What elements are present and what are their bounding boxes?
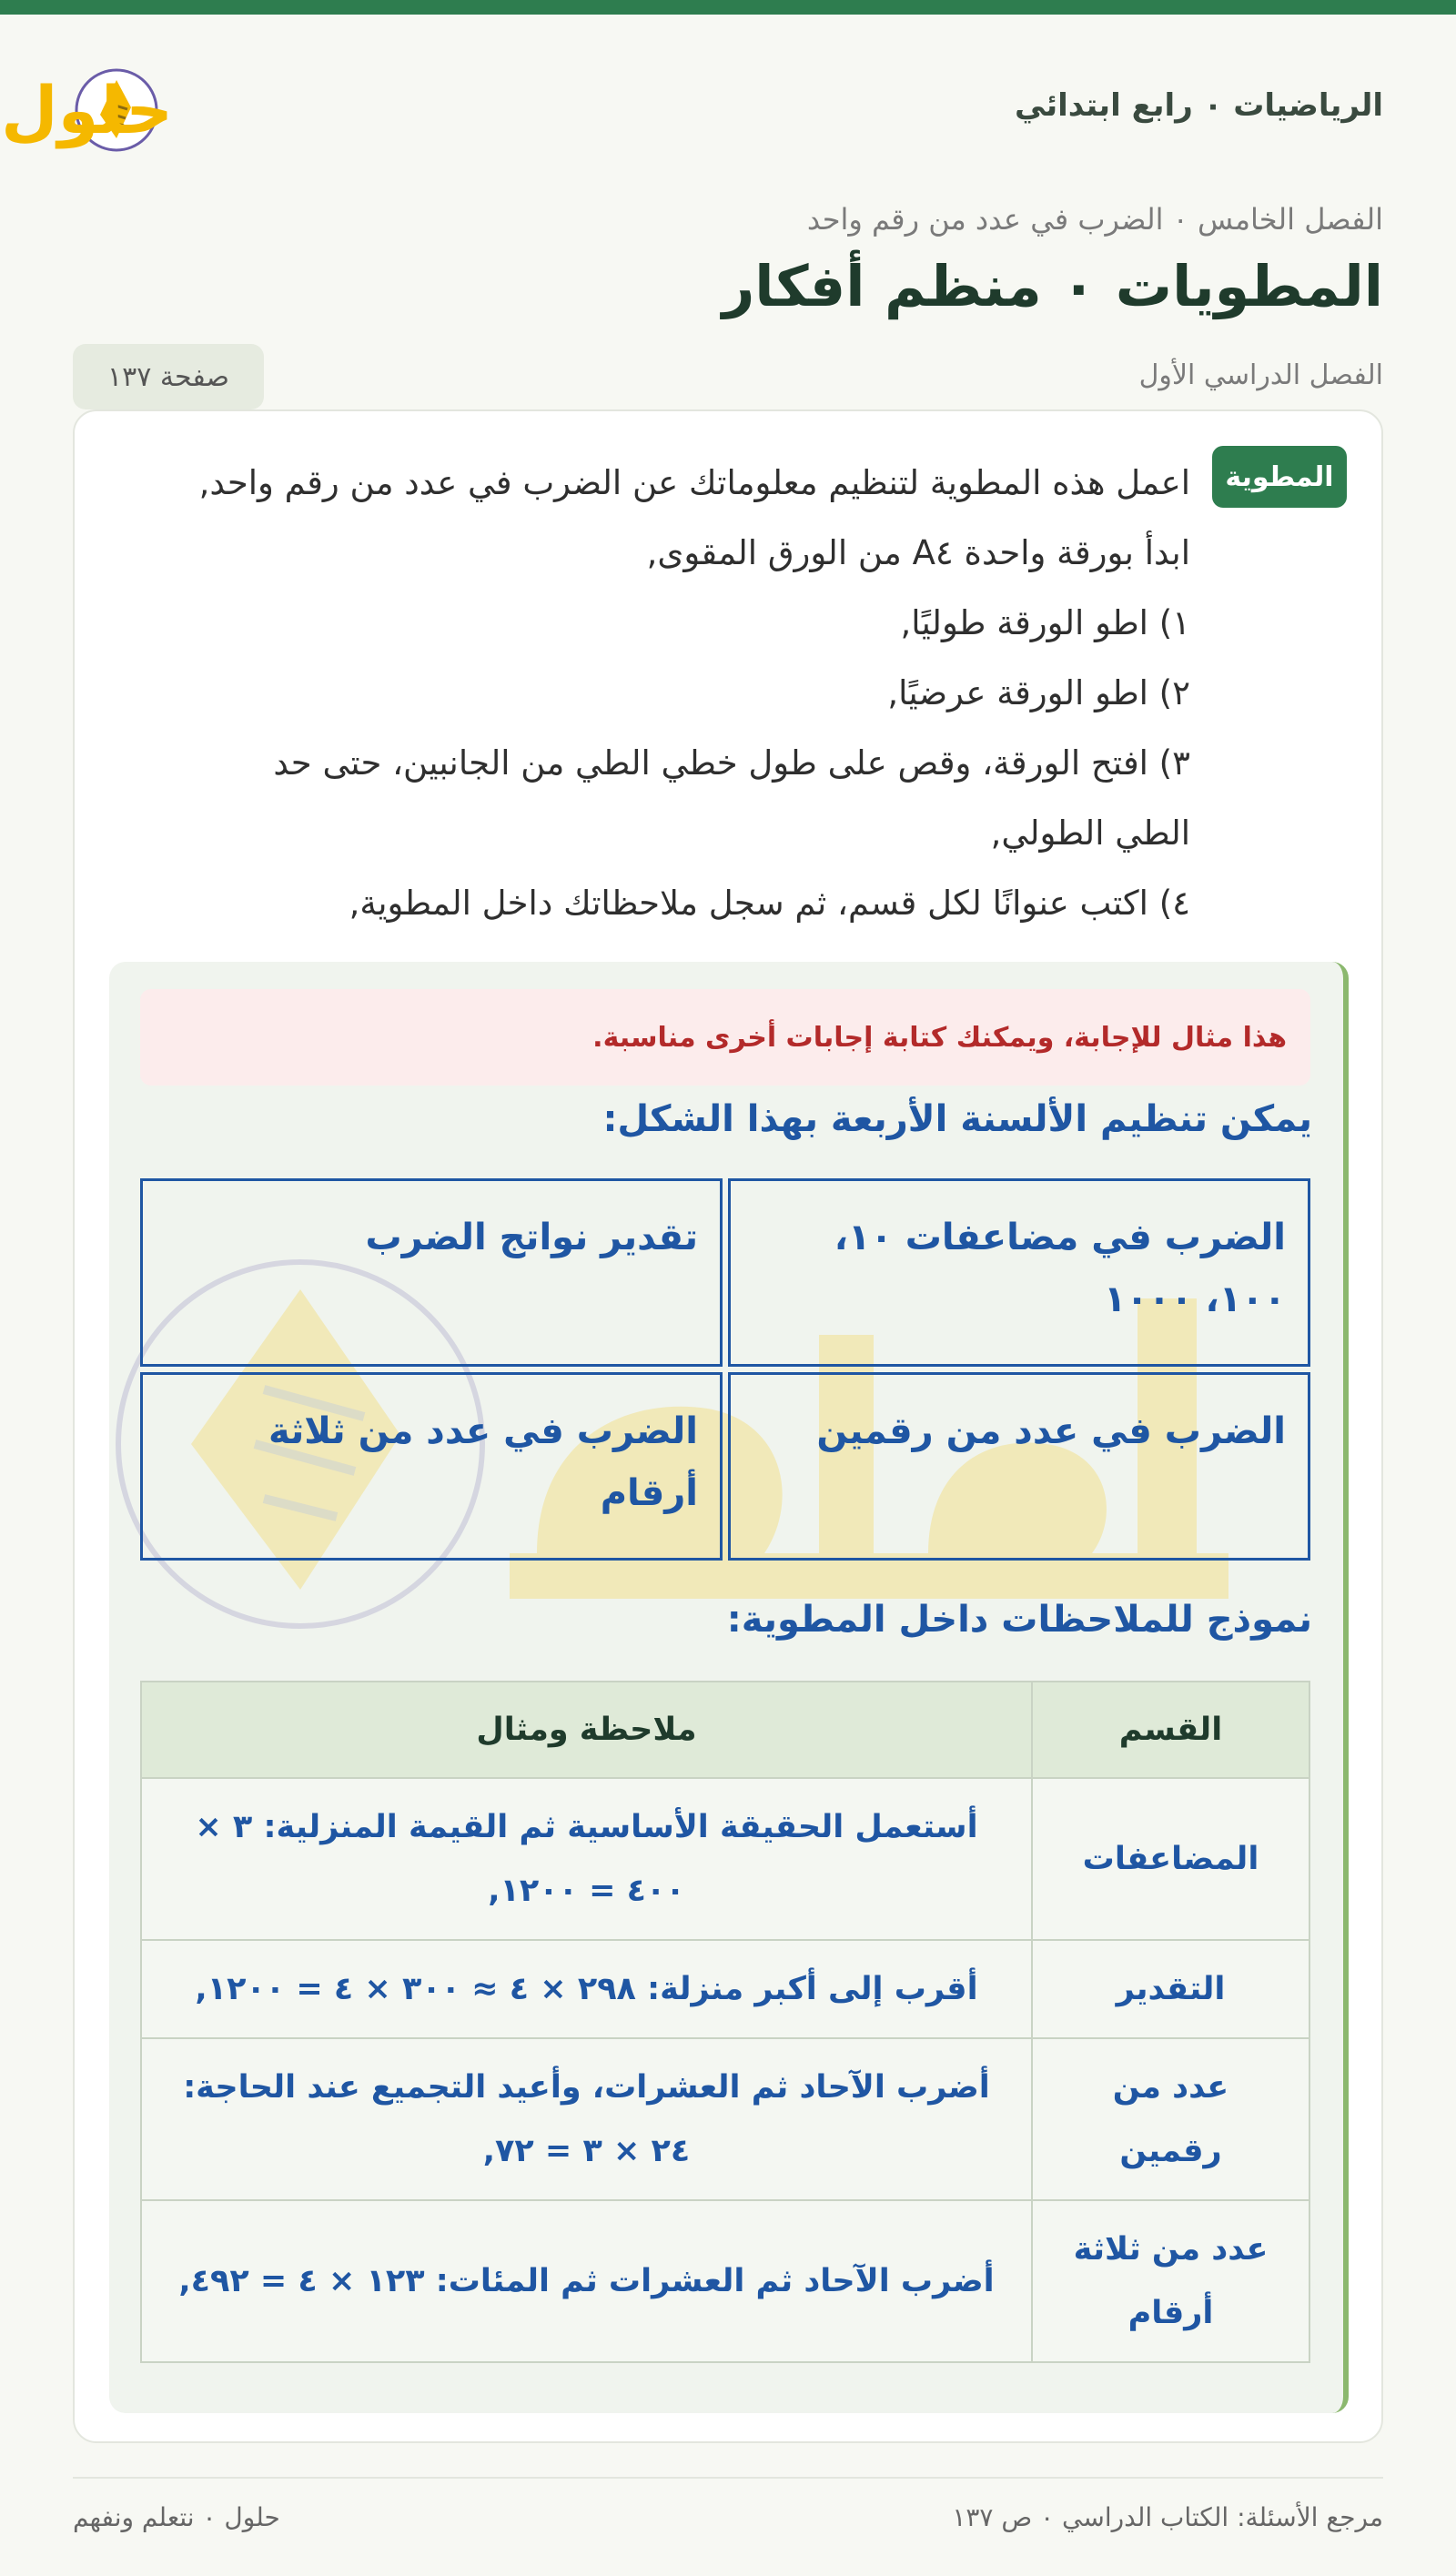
- hulool-logo[interactable]: [1, 60, 328, 160]
- example-answer-note: هذا مثال للإجابة، ويمكنك كتابة إجابات أخرى مناسبة.: [140, 989, 1310, 1086]
- instruction-line: ٤) اكتب عنوانًا لكل قسم، ثم سجل ملاحظاتك داخل المطوية,: [349, 884, 1190, 923]
- instruction-line: ٢) اطو الورقة عرضيًا,: [887, 673, 1190, 712]
- instruction-line: اعمل هذه المطوية لتنظيم معلوماتك عن الضرب في عدد من رقم واحد,: [198, 463, 1190, 502]
- table-cell-section: التقدير: [1032, 1940, 1309, 2038]
- column-header: القسم: [1032, 1682, 1309, 1778]
- notes-table: [140, 1681, 1310, 2363]
- instruction-line: ابدأ بورقة واحدة A٤ من الورق المقوى,: [646, 533, 1190, 572]
- footer-reference: مرجع الأسئلة: الكتاب الدراسي ٠ ص ١٣٧: [952, 2502, 1383, 2532]
- instruction-line: ٣) افتح الورقة، وقص على طول خطي الطي من الجانبين، حتى حد: [273, 743, 1190, 783]
- chapter-subtitle: الفصل الخامس ٠ الضرب في عدد من رقم واحد: [806, 202, 1383, 237]
- fold-tab: الضرب في مضاعفات ١٠، ١٠٠، ١٠٠٠: [728, 1178, 1310, 1367]
- table-cell-note: أضرب الآحاد ثم العشرات، وأعيد التجميع عند الحاجة: ٢٤ × ٣ = ٧٢,: [141, 2038, 1032, 2200]
- page-title: المطويات ٠ منظم أفكار: [722, 253, 1383, 319]
- footer-divider: [73, 2477, 1383, 2479]
- subject-title: الرياضيات ٠ رابع ابتدائي: [1014, 87, 1383, 124]
- table-cell-section: عدد من ثلاثة أرقام: [1032, 2200, 1309, 2362]
- instructions: [116, 448, 1190, 938]
- table-cell-note: أستعمل الحقيقة الأساسية ثم القيمة المنزلية: ٣ × ٤٠٠ = ١٢٠٠,: [141, 1778, 1032, 1940]
- foldable-tabs-grid: [140, 1178, 1310, 1561]
- table-row: [141, 1778, 1309, 1940]
- table-cell-section: المضاعفات: [1032, 1778, 1309, 1940]
- semester-label: الفصل الدراسي الأول: [1138, 359, 1383, 391]
- content-card: [73, 409, 1383, 2443]
- table-row: [141, 1940, 1309, 2038]
- table-header-row: [141, 1682, 1309, 1778]
- svg-text:حلول: حلول: [1, 72, 173, 148]
- instruction-line: الطي الطولي,: [990, 813, 1190, 853]
- answer-box: [109, 962, 1349, 2413]
- page-number-badge: صفحة ١٣٧: [73, 344, 264, 409]
- table-cell-note: أضرب الآحاد ثم العشرات ثم المئات: ١٢٣ × ٤ = ٤٩٢,: [141, 2200, 1032, 2362]
- footer-brand: حلول ٠ نتعلم ونفهم: [73, 2502, 280, 2532]
- fold-tab: تقدير نواتج الضرب: [140, 1178, 723, 1367]
- table-row: [141, 2200, 1309, 2362]
- notes-heading: نموذج للملاحظات داخل المطوية:: [726, 1599, 1312, 1641]
- instruction-line: ١) اطو الورقة طوليًا,: [900, 603, 1190, 642]
- table-cell-section: عدد من رقمين: [1032, 2038, 1309, 2200]
- top-accent-bar: [0, 0, 1456, 15]
- table-cell-note: أقرب إلى أكبر منزلة: ٢٩٨ × ٤ ≈ ٣٠٠ × ٤ = ١٢٠٠,: [141, 1940, 1032, 2038]
- section-tag: المطوية: [1212, 446, 1347, 508]
- column-header: ملاحظة ومثال: [141, 1682, 1032, 1778]
- fold-tab: الضرب في عدد من ثلاثة أرقام: [140, 1372, 723, 1561]
- fold-tab: الضرب في عدد من رقمين: [728, 1372, 1310, 1561]
- folds-heading: يمكن تنظيم الألسنة الأربعة بهذا الشكل:: [602, 1098, 1312, 1140]
- table-row: [141, 2038, 1309, 2200]
